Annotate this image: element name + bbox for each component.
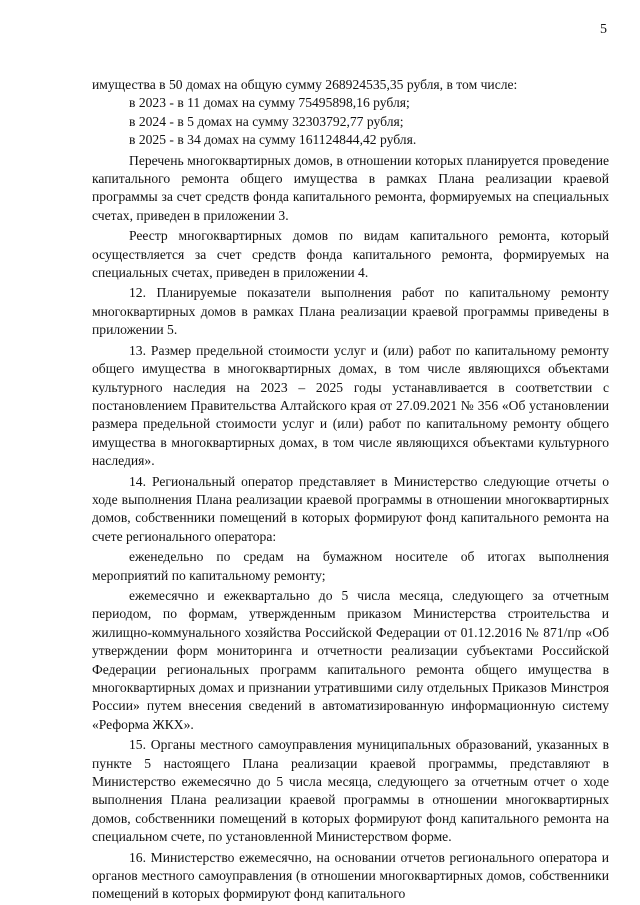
document-body [92,76,609,904]
paragraph: 15. Органы местного самоуправления муниципальных образований, указанных в пункте 5 настоящего Плана реализации краевой программы, представляют в Министерство ежемесячно до 5 числа месяца, следующего за отчетным отчет о ходе выполнения Плана реализации краевой программы в отношении многоквартирных домов, собственники помещений в которых формируют фонд капитального ремонта на специальном счете, по установленной Министерством форме. [92,737,609,845]
paragraph: в 2024 - в 5 домах на сумму 32303792,77 рубля; [129,113,404,129]
paragraph: 13. Размер предельной стоимости услуг и (или) работ по капитальному ремонту общего имущества в многоквартирных домах, в том числе являющихся объектами культурного наследия на 2023 – 2025 годы устанавливается в соответствии с постановлением Правительства Алтайского края от 27.09.2021 № 356 «Об установлении размера предельной стоимости услуг и (или) работ по капитальному ремонту общего имущества в многоквартирных домах, в том числе являющихся объектами культурного наследия». [92,342,609,469]
paragraph: 14. Региональный оператор представляет в Министерство следующие отчеты о ходе выполнения Плана реализации краевой программы в отношении многоквартирных домов, собственники помещений в которых формируют фонд капитального ремонта на счете регионального оператора: [92,473,609,544]
paragraph: 16. Министерство ежемесячно, на основании отчетов регионального оператора и органов местного самоуправления (в отношении многоквартирных домов, собственники помещений в которых формируют фонд капитального [92,849,609,902]
paragraph: в 2025 - в 34 домах на сумму 161124844,42 рубля. [129,132,417,148]
paragraph: в 2023 - в 11 домах на сумму 75495898,16 рубля; [129,95,410,111]
paragraph: Перечень многоквартирных домов, в отношении которых планируется проведение капитального ремонта общего имущества в рамках Плана реализации краевой программы за счет средств фонда капитального ремонта, формируемых на специальных счетах, приведен в приложении 3. [92,152,609,223]
paragraph: 12. Планируемые показатели выполнения работ по капитальному ремонту многоквартирных домов в рамках Плана реализации краевой программы приведены в приложении 5. [92,285,609,338]
paragraph: ежемесячно и ежеквартально до 5 числа месяца, следующего за отчетным периодом, по формам, утвержденным приказом Министерства строительства и жилищно-коммунального хозяйства Российской Федерации от 01.12.2016 № 871/пр «Об утверждении форм мониторинга и отчетности реализации субъектами Российской Федерации региональных программ капитального ремонта общего имущества в многоквартирных домах и признании утратившими силу отдельных Приказов Минстроя России» путем внесения сведений в автоматизированную информационную систему «Реформа ЖКХ». [92,587,609,732]
paragraph: еженедельно по средам на бумажном носителе об итогах выполнения мероприятий по капитальному ремонту; [92,549,609,583]
page-number: 5 [600,22,607,37]
paragraph: Реестр многоквартирных домов по видам капитального ремонта, который осуществляется за счет средств фонда капитального ремонта, формируемых на специальных счетах, приведен в приложении 4. [92,228,609,281]
paragraph: имущества в 50 домах на общую сумму 268924535,35 рубля, в том числе: [92,77,518,92]
